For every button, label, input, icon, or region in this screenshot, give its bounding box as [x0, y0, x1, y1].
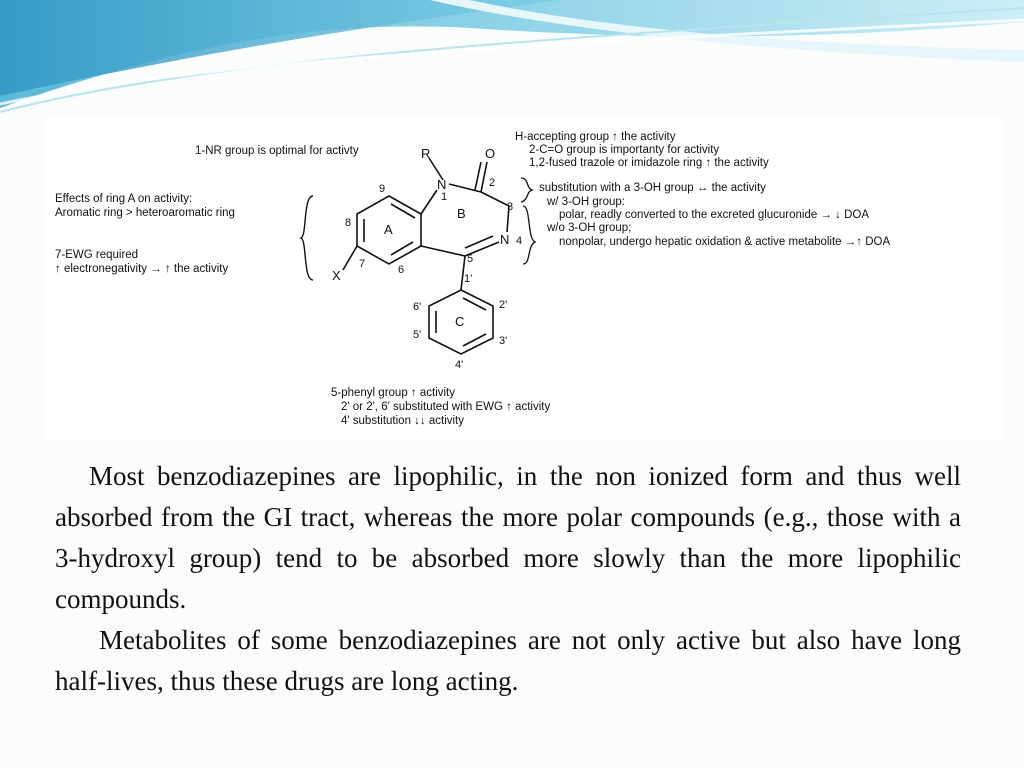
- r-group-label: R: [421, 146, 431, 161]
- note-nr-group: 1-NR group is optimal for activty: [195, 145, 359, 157]
- n4-label: N: [500, 232, 510, 247]
- header-wave-decoration: [0, 0, 1024, 120]
- position-1: 1: [441, 191, 448, 203]
- left-brace: [301, 196, 313, 280]
- position-2-prime: 2': [499, 299, 508, 311]
- x-bond: [343, 246, 357, 270]
- position-3: 3: [507, 201, 514, 213]
- note-4-substitution: 4' substitution ↓↓ activity: [341, 415, 464, 427]
- right-bracket-top: [521, 178, 532, 202]
- n1-label: N: [437, 177, 447, 192]
- sar-figure: [45, 118, 1003, 440]
- note-c-o-group: 2-C=O group is importanty for activity: [529, 144, 720, 156]
- paragraph-metabolites: Metabolites of some benzodiazepines are not only active but also have long half-lives, thus these drugs are long acting.: [55, 625, 961, 696]
- paragraph-absorption: Most benzodiazepines are lipophilic, in the non ionized form and thus well absorbed from the GI tract, whereas the more polar compounds (e.g., those with a 3-hydroxyl group) tend to be absorbed more slowly than the more lipophilic compounds.: [55, 461, 961, 614]
- note-ring-a-title: Effects of ring A on activity:: [55, 193, 193, 205]
- position-9: 9: [379, 183, 386, 195]
- oxygen-label: O: [485, 146, 496, 161]
- body-text: [55, 456, 961, 702]
- note-ring-a-detail: Aromatic ring > heteroaromatic ring: [55, 207, 235, 219]
- note-ewg-detail: ↑ electronegativity → ↑ the activity: [55, 263, 229, 275]
- position-5: 5: [467, 253, 474, 265]
- note-h-accepting: H-accepting group ↑ the activity: [515, 131, 676, 143]
- position-3-prime: 3': [499, 335, 508, 347]
- note-ewg-substituted: 2' or 2', 6' substituted with EWG ↑ activity: [341, 401, 551, 413]
- ring-c-label: C: [455, 314, 465, 329]
- note-fused-ring: 1,2-fused trazole or imidazole ring ↑ the activity: [529, 157, 769, 169]
- note-with-oh-detail: polar, readly converted to the excreted glucuronide → ↓ DOA: [559, 209, 870, 221]
- position-8: 8: [345, 217, 352, 229]
- position-2: 2: [489, 177, 496, 189]
- ring-a-label: A: [384, 222, 393, 237]
- right-bracket-bottom: [523, 206, 535, 264]
- position-7: 7: [359, 258, 366, 270]
- position-4: 4: [516, 235, 523, 247]
- note-phenyl: 5-phenyl group ↑ activity: [331, 387, 456, 399]
- position-6-prime: 6': [413, 301, 422, 313]
- ring-c: [429, 256, 493, 354]
- benzodiazepine-structure-diagram: [45, 118, 1003, 440]
- x-substituent-label: X: [332, 268, 341, 283]
- ring-b-label: B: [457, 206, 466, 221]
- position-4-prime: 4': [455, 359, 464, 371]
- note-without-oh-detail: nonpolar, undergo hepatic oxidation & active metabolite →↑ DOA: [559, 236, 891, 248]
- note-without-oh: w/o 3-OH group;: [547, 222, 632, 234]
- note-with-oh: w/ 3-OH group:: [547, 196, 625, 208]
- position-6: 6: [398, 264, 405, 276]
- note-oh-substitution: substitution with a 3-OH group ↔ the activity: [539, 182, 766, 194]
- position-1-prime: 1': [464, 273, 473, 285]
- note-ewg-title: 7-EWG required: [55, 249, 139, 261]
- position-5-prime: 5': [413, 329, 422, 341]
